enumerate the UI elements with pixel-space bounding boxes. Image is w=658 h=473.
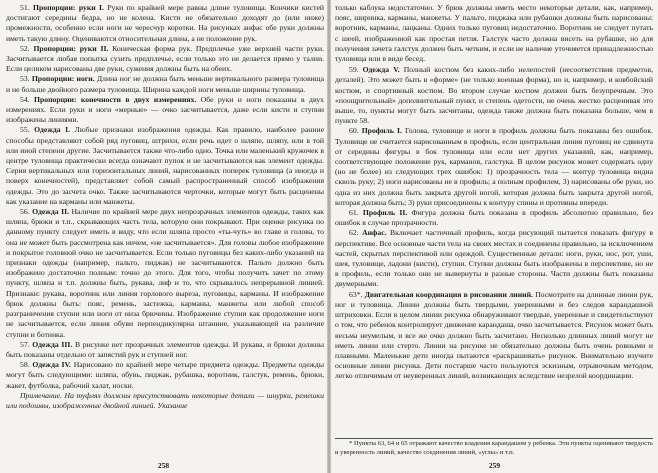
paragraph-61: [335, 208, 653, 228]
paragraph-text: Голова, туловище и ноги в профиль должны быть показаны без ошибок. Туловище не считается нарисованным в профиль, если центральная линия пуговиц не сдвинута от середины фигуры в бок туловища или если нет других указаний, как, например, соответствующее положение рук, карманов, галстука. В целом рисунок может содержать одну (но не более) из следующих трех ошибок: 1) прозрачность тела — контур туловища видна сквозь руку; 2) ноги нарисованы не в профиль; а полным профилем, 3) нарисованы обе руки, но одна из них должна быть закрыта другой ногой, которая должна быть закрыта другой ногой, которая должна быть; 3) руки присоединены к контуру спины и противны впереди.: [335, 126, 654, 207]
paragraph-text: Посмотрите на длинные линии рук, ног и туловища. Линии должны быть твердыми, уверенными и без следов карандашной штриховки. Если в целом линии рисунка обнаруживают твердые, уверенные и свидетельствуют о том, что ребенок контролирует движение карандаша, очко засчитывается. Рисунок может быть весьма неумелым, и все же очко должно быть засчитано. Несколько длинных линий могут не иметь линии или стерто. Линии на рисунке не обязательно должны быть очень ровными и плавными. Маленькие дети иногда пытаются «раскрашивать» рисунок. Внимательно изучите основные линии рисунка. Дети постарше часто пользуются эскизным, отрывочным методом, легко отличимым от неуверенных линий, возникающих вследствие незрелой координации.: [335, 289, 653, 381]
paragraph-note: [6, 391, 324, 411]
paragraph-text: Наличие по крайней мере двух непрозрачных элементов одежды, таких как шляпа, брюки и т.п., скрывающих часть тела, которую они покрывают. При оценке рисунка по данному пункту следует иметь в виду, что если шляпа просто «ты-чуть» во главе и голова, то она не может быть рассмотрена как ничем, «не засчитывается». Для головы любое изображение и покрытое головной очко не засчитывается. Если только пуговицы без каких-либо указаний на признаки одежды (например, пальто, пиджак) не засчитываются. Пальто должно быть изображено достаточно полным: точно до этого. Для того, чтобы получить зачет по этому пункту, шляпа и т.п. должны быть, рукава, лиф и то, что скрывалось непрерывной линией. Признаки: рукава, воротник или линия горлового выреза, пуговицы, карманы. И изображение брюк должны быть: пояс, ремень, застежка, карманы, манжеты или любой способ разграничения ступни или ноги от низа брючины. Изображение ступни как продолжение ноги не засчитывается, если линия обуви перпендикулярна штанине, указывающей на различие ступни и ботинка.: [6, 207, 324, 339]
paragraph-text: Любые признаки изображения одежды. Как правило, наиболее ранние способы представляют собой ряд пуговиц, штрихи, если речь идет о шляпе, шляпу, или в той или иной степени другие. Засчитывается также что-либо одно. Точка или маленький кружочек в центре туловища практически всегда означают пупок и не засчитываются как элемент одежды. Серия вертикальных или горизонтальных линий, нарисованных поперек туловища (а иногда и поверх конечностей), представляет собой самый распространенный способ изображения одежды. Это до засчета очко. Также засчитываются черточки, которые могут быть расценены как указание на карманы или манжеты.: [6, 125, 325, 206]
paragraph-number: 51.: [20, 3, 30, 12]
paragraph-title: Одежда IV.: [32, 360, 71, 370]
paragraph-text: Фигура должна быть показана в профиль абсолютно правильно, без ошибок в случае прозрачности.: [335, 208, 653, 228]
paragraph-text: В рисунке нет прозрачных элементов одежды. И рукава, и брюки должны быть показаны отдельно от запястий рук и ступней ног.: [6, 339, 325, 359]
paragraph-number: 56.: [20, 207, 30, 217]
paragraph-51: [6, 3, 324, 44]
paragraph-text: Включает частичный профиль, когда рисующий пытается показать фигуру в перспективе. Все основные части тела на своих местах и соединены правильно, за исключением частей, скрытых перспективой или одеждой. Существенные детали: ноги, руки, нос, рот, уши, шея, туловище, ладони (кисти), ступни. Ступни должны быть изображены в перспективе, но не в профиль, если только они не вывернуты в разные стороны. Части должны быть показаны двумерными.: [335, 228, 654, 289]
paragraph-text: Обе руки и ноги показаны в двух измерениях. Если руки и ноги «мерные» — очко засчитывается, даже если кисти и ступни изображены линиями.: [6, 94, 325, 125]
paragraph-title: Пропорции: руки II.: [33, 43, 109, 53]
paragraph-52: [6, 44, 324, 75]
paragraph-text: Коническая форма рук. Предплечье уже верхней части руки. Засчитывается любая попытка сузить предплечье, если только это не делается прямо у талии. Если целиком нарисованы две руки, сужения должны быть на обеих.: [6, 43, 324, 74]
left-page-number: 258: [157, 461, 170, 470]
paragraph-58: [6, 360, 324, 391]
left-page-body: [6, 3, 324, 411]
paragraph-number: 57.: [20, 339, 30, 349]
paragraph-number: 62.: [349, 228, 359, 238]
footnote-text: * Пункты 63, 64 и 65 отражают качество владения карандашом у ребенка. Эти пункты оценивают твердость и уверенность линий, качество соединения линий, «углы» и т.п.: [335, 440, 653, 456]
paragraph-number: 55.: [20, 125, 30, 135]
paragraph-number: 58.: [20, 360, 30, 370]
paragraph-number: 54.: [20, 94, 30, 104]
paragraph-text: Руки по крайней мере равны длине туловища. Кончики кистей достигают середины бедра, но не колена. Кисти не обязательно доходят до (или ниже) промежности, особенно если ноги не чересчур коротки. На рисунках анфас обе руки должны иметь такую длину. Оцениваются относительная длина, а не положение рук.: [6, 3, 325, 43]
paragraph-63: [335, 290, 653, 382]
paragraph-62: [335, 228, 653, 289]
continued-paragraph: только каблука недостаточно. У брюк должны иметь место некоторые детали, как, например, пояс, ширинка, карманы, манжеты. У пальто, пиджака или рубашки должны быть нарисованы: воротник, карманы, лацканы. Одних только пуговиц недостаточно. Воротник не следует путать с шеей, изображенной как простая петля. Галстук часто должна висеть на рубашке, но для получения зачета галстук должен быть четким, и если не наличие уточняется принадлежностью туловища или в виде бесед.: [335, 3, 653, 64]
paragraph-title: Двигательная координация в рисовании линий.: [364, 289, 533, 299]
paragraph-text: Полный костюм без каких-либо нелепостей (несоответствия предметов, деталей). Это может быть в «форме» (не только военная форма), но и, например, и ковбойский костюм, и спортивный костюм. Во втором случае костюм должен быть безупречным. Это «поощрительный» дополнительный пункт, и степень одетости, не очень жестко расценивая это выше, то, пункты могут быть засчитаны, одежда также должна быть показана больше, чем в пункте 58.: [335, 65, 653, 126]
paragraph-text: Длина ног не должна быть меньше вертикального размера туловища и не больше двойного размера туловища. Ширина каждой ноги меньше ширины туловища.: [6, 74, 325, 94]
paragraph-title: Одежда I.: [34, 125, 71, 135]
paragraph-title: Профиль I.: [361, 126, 402, 136]
paragraph-title: Одежда III.: [32, 339, 73, 349]
paragraph-56: [6, 207, 324, 340]
paragraph-title: Одежда II.: [32, 207, 69, 217]
paragraph-54: [6, 95, 324, 126]
paragraph-title: Анфас.: [362, 228, 387, 238]
footnote: [335, 438, 653, 457]
paragraph-number: 53.: [20, 74, 30, 84]
paragraph-60: [335, 126, 653, 208]
right-page-number: 259: [488, 461, 501, 470]
paragraph-title: Одежда V.: [362, 65, 400, 75]
paragraph-55: [6, 125, 324, 207]
right-page-body: [335, 3, 653, 382]
right-page: [331, 0, 658, 473]
paragraph-number: 52.: [20, 43, 30, 53]
paragraph-number: 59.: [349, 65, 359, 75]
paragraph-title: Профиль II.: [362, 208, 408, 218]
paragraph-title: Пропорции: руки I.: [32, 3, 104, 12]
paragraph-text: Нарисовано по крайней мере четыре предмета одежды. Предметы одежды могут быть следующими: шляпа, обувь, пиджак, рубашка, воротник, галстук, ремень, брюки, жакет, футболка, рабочий халат, носки.: [6, 360, 324, 390]
paragraph-53: [6, 74, 324, 94]
left-page: [0, 0, 327, 473]
paragraph-number: 60.: [349, 126, 359, 136]
paragraph-57: [6, 340, 324, 360]
paragraph-text: Примечание. На туфлях должны присутствовать некоторые детали — шнурки, ремешки или подошвы, изображенные двойной линией. Указание: [6, 390, 324, 410]
paragraph-59: [335, 65, 653, 126]
paragraph-number: 63*.: [349, 289, 363, 299]
paragraph-number: 61.: [349, 208, 359, 218]
paragraph-title: Пропорции: ноги.: [31, 74, 95, 84]
paragraph-title: Пропорции: конечности в двух измерениях.: [34, 94, 197, 104]
